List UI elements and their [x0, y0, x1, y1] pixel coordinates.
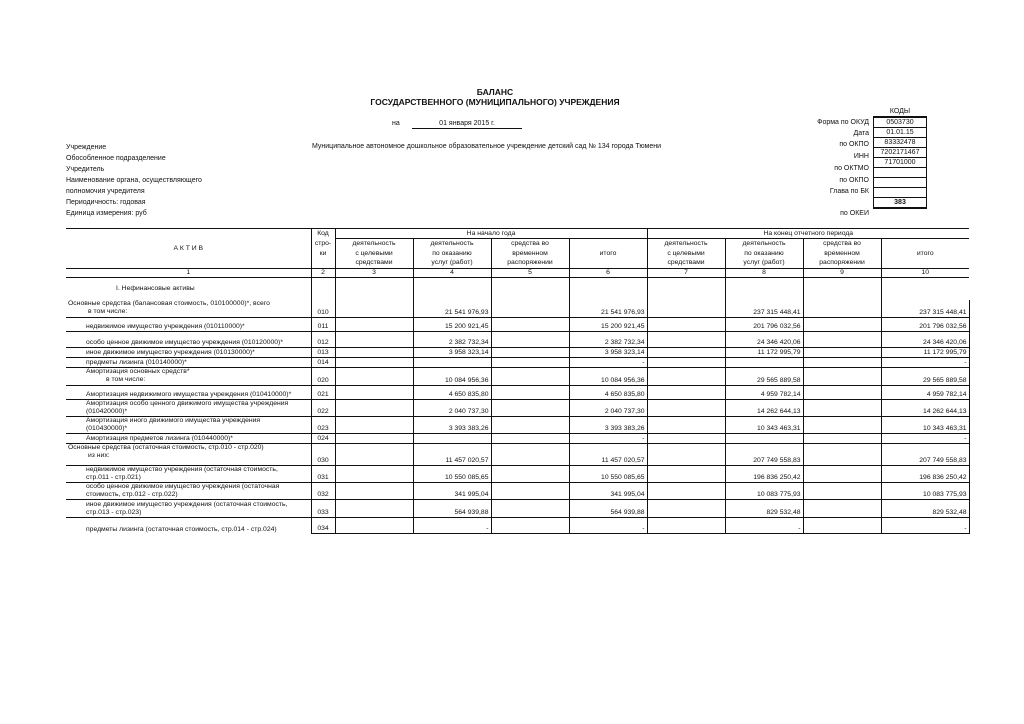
- row-label: недвижимое имущество учреждения (010110000)*: [66, 318, 311, 332]
- row-label: Амортизация особо ценного движимого имущества учреждения (010420000)*: [66, 400, 311, 417]
- cell-c8: [725, 358, 803, 368]
- balance-table: [66, 228, 970, 534]
- cell-c9: [803, 417, 881, 434]
- row-label: иное движимое имущество учреждения (остаточная стоимость, стр.013 - стр.023): [66, 500, 311, 518]
- cell-c7: [647, 417, 725, 434]
- cell-c7: [647, 368, 725, 386]
- column-number-4: 4: [413, 269, 491, 278]
- row-label: Амортизация недвижимого имущества учреждения (010410000)*: [66, 386, 311, 400]
- cell-c3: [335, 386, 413, 400]
- cell-c8: -: [725, 518, 803, 534]
- cell-c6: -: [569, 434, 647, 444]
- cell-c8: 11 172 995,79: [725, 348, 803, 358]
- table-row: [66, 368, 969, 386]
- cell-c4: 341 995,04: [413, 483, 491, 500]
- cell-c8: 201 796 032,56: [725, 318, 803, 332]
- table-row: [66, 386, 969, 400]
- table-row: [66, 417, 969, 434]
- cell-c4: -: [413, 518, 491, 534]
- cell-c6: 2 382 732,34: [569, 332, 647, 348]
- section-title: I. Нефинансовые активы: [116, 284, 195, 292]
- balance-table-body: [66, 278, 969, 534]
- cell-c3: [335, 368, 413, 386]
- col-target-3: средствами: [335, 259, 413, 269]
- authority-label-2: полномочия учредителя: [66, 188, 145, 195]
- row-code: 012: [311, 332, 335, 348]
- table-row: [66, 518, 969, 534]
- periodicity-label: Периодичность: годовая: [66, 199, 146, 206]
- cell-c4: 2 382 732,34: [413, 332, 491, 348]
- row-code: 023: [311, 417, 335, 434]
- cell-c10: 11 172 995,79: [881, 348, 969, 358]
- cell-c3: [335, 400, 413, 417]
- cell-c6: 15 200 921,45: [569, 318, 647, 332]
- cell-c10: -: [881, 358, 969, 368]
- cell-c3: [335, 348, 413, 358]
- col-target-1: деятельность: [335, 239, 413, 249]
- row-label: недвижимое имущество учреждения (остаточная стоимость, стр.011 - стр.021): [66, 466, 311, 483]
- cell-c5: [491, 417, 569, 434]
- code-okei: 383: [874, 198, 927, 209]
- col-temp-1b: средства во: [803, 239, 881, 249]
- table-row: [66, 434, 969, 444]
- code-okpo2: [874, 168, 927, 178]
- cell-c8: 237 315 448,41: [725, 300, 803, 318]
- cell-c7: [647, 318, 725, 332]
- code-header-1: Код: [311, 229, 335, 239]
- bk-label: Глава по БК: [829, 188, 869, 195]
- cell-c8: 14 262 644,13: [725, 400, 803, 417]
- cell-c3: [335, 466, 413, 483]
- cell-c5: [491, 518, 569, 534]
- cell-c5: [491, 444, 569, 466]
- column-number-5: 5: [491, 269, 569, 278]
- cell-c6: 3 958 323,14: [569, 348, 647, 358]
- code-header-2: стро-: [311, 239, 335, 249]
- table-row: [66, 400, 969, 417]
- division-label: Обособленное подразделение: [66, 155, 166, 162]
- cell-c8: 4 959 782,14: [725, 386, 803, 400]
- cell-c7: [647, 386, 725, 400]
- cell-c5: [491, 466, 569, 483]
- cell-c4: 11 457 020,57: [413, 444, 491, 466]
- row-code: 010: [311, 300, 335, 318]
- cell-c10: 207 749 558,83: [881, 444, 969, 466]
- cell-c8: 29 565 889,58: [725, 368, 803, 386]
- report-date: 01 января 2015 г.: [412, 120, 522, 129]
- section-row: [66, 278, 969, 300]
- col-services-2b: по оказанию: [725, 249, 803, 259]
- col-total-start: итого: [569, 239, 647, 269]
- row-code: 024: [311, 434, 335, 444]
- title-line-2: ГОСУДАРСТВЕННОГО (МУНИЦИПАЛЬНОГО) УЧРЕЖДЕНИЯ: [370, 97, 620, 107]
- cell-c4: 2 040 737,30: [413, 400, 491, 417]
- column-number-3: 3: [335, 269, 413, 278]
- okpo-label: по ОКПО: [839, 141, 869, 148]
- cell-c7: [647, 466, 725, 483]
- cell-c9: [803, 386, 881, 400]
- okpo2-label: по ОКПО: [839, 177, 869, 184]
- cell-c4: 564 939,88: [413, 500, 491, 518]
- okud-label: Форма по ОКУД: [817, 119, 869, 126]
- table-row: [66, 483, 969, 500]
- column-number-row: [66, 269, 969, 278]
- cell-c9: [803, 348, 881, 358]
- table-row: [66, 444, 969, 466]
- cell-c5: [491, 386, 569, 400]
- table-row: [66, 332, 969, 348]
- row-code: 011: [311, 318, 335, 332]
- codes-header: КОДЫ: [874, 107, 927, 117]
- row-label: Амортизация основных средств* в том числе:: [66, 368, 311, 386]
- cell-c6: 564 939,88: [569, 500, 647, 518]
- cell-c7: [647, 300, 725, 318]
- cell-c6: 3 393 383,26: [569, 417, 647, 434]
- date-label: Дата: [853, 130, 869, 137]
- cell-c5: [491, 332, 569, 348]
- column-number-8: 8: [725, 269, 803, 278]
- code-inn: 7202171467: [874, 148, 927, 158]
- col-services-1: деятельность: [413, 239, 491, 249]
- col-temp-1: средства во: [491, 239, 569, 249]
- cell-c9: [803, 400, 881, 417]
- cell-c6: -: [569, 358, 647, 368]
- code-empty: [874, 188, 927, 198]
- cell-c5: [491, 434, 569, 444]
- cell-c9: [803, 332, 881, 348]
- col-target-2b: с целевыми: [647, 249, 725, 259]
- unit-label: Единица измерения: руб: [66, 210, 147, 217]
- cell-c3: [335, 500, 413, 518]
- cell-c7: [647, 483, 725, 500]
- cell-c5: [491, 368, 569, 386]
- row-code: 033: [311, 500, 335, 518]
- row-code: 020: [311, 368, 335, 386]
- cell-c9: [803, 444, 881, 466]
- cell-c5: [491, 483, 569, 500]
- cell-c4: 21 541 976,93: [413, 300, 491, 318]
- cell-c9: [803, 368, 881, 386]
- cell-c10: 829 532,48: [881, 500, 969, 518]
- cell-c5: [491, 300, 569, 318]
- cell-c5: [491, 400, 569, 417]
- cell-c3: [335, 444, 413, 466]
- cell-c5: [491, 358, 569, 368]
- cell-c7: [647, 332, 725, 348]
- row-code: 030: [311, 444, 335, 466]
- cell-c10: 201 796 032,56: [881, 318, 969, 332]
- row-code: 021: [311, 386, 335, 400]
- asset-header: А К Т И В: [66, 229, 311, 269]
- cell-c10: 237 315 448,41: [881, 300, 969, 318]
- cell-c6: 10 084 956,36: [569, 368, 647, 386]
- title-line-1: БАЛАНС: [476, 87, 514, 97]
- row-label: Амортизация предметов лизинга (010440000)*: [66, 434, 311, 444]
- end-period-header: На конец отчетного периода: [647, 229, 969, 239]
- cell-c4: 3 958 323,14: [413, 348, 491, 358]
- cell-c10: 14 262 644,13: [881, 400, 969, 417]
- row-label: Амортизация иного движимого имущества учреждения (010430000)*: [66, 417, 311, 434]
- col-target-1b: деятельность: [647, 239, 725, 249]
- oktmo-label: по ОКТМО: [834, 165, 869, 172]
- cell-c4: 15 200 921,45: [413, 318, 491, 332]
- cell-c8: [725, 434, 803, 444]
- col-services-1b: деятельность: [725, 239, 803, 249]
- table-row: [66, 348, 969, 358]
- cell-c8: 196 836 250,42: [725, 466, 803, 483]
- row-code: 022: [311, 400, 335, 417]
- table-row: [66, 466, 969, 483]
- cell-c7: [647, 518, 725, 534]
- code-bk: [874, 178, 927, 188]
- cell-c10: 4 959 782,14: [881, 386, 969, 400]
- cell-c8: 24 346 420,06: [725, 332, 803, 348]
- cell-c7: [647, 500, 725, 518]
- col-temp-3: распоряжении: [491, 259, 569, 269]
- cell-c4: 10 550 085,65: [413, 466, 491, 483]
- cell-c5: [491, 500, 569, 518]
- cell-c5: [491, 318, 569, 332]
- code-header-3: ки: [311, 249, 335, 259]
- founder-label: Учредитель: [66, 166, 105, 173]
- document-title: [330, 87, 660, 107]
- cell-c9: [803, 518, 881, 534]
- col-services-3b: услуг (работ): [725, 259, 803, 269]
- col-services-2: по оказанию: [413, 249, 491, 259]
- table-row: [66, 500, 969, 518]
- col-target-2: с целевыми: [335, 249, 413, 259]
- col-temp-2: временном: [491, 249, 569, 259]
- cell-c6: 4 650 835,80: [569, 386, 647, 400]
- row-code: 034: [311, 518, 335, 534]
- cell-c10: -: [881, 434, 969, 444]
- col-total-end: итого: [881, 239, 969, 269]
- cell-c9: [803, 500, 881, 518]
- cell-c8: 207 749 558,83: [725, 444, 803, 466]
- codes-table: [873, 107, 927, 209]
- column-number-10: 10: [881, 269, 969, 278]
- cell-c9: [803, 466, 881, 483]
- authority-label-1: Наименование органа, осуществляющего: [66, 177, 202, 184]
- cell-c10: 10 343 463,31: [881, 417, 969, 434]
- cell-c9: [803, 318, 881, 332]
- cell-c6: 11 457 020,57: [569, 444, 647, 466]
- row-label: иное движимое имущество учреждения (010130000)*: [66, 348, 311, 358]
- cell-c3: [335, 518, 413, 534]
- cell-c7: [647, 358, 725, 368]
- column-number-9: 9: [803, 269, 881, 278]
- column-number-7: 7: [647, 269, 725, 278]
- cell-c7: [647, 444, 725, 466]
- cell-c7: [647, 400, 725, 417]
- cell-c5: [491, 348, 569, 358]
- row-label: Основные средства (остаточная стоимость, стр.010 - стр.020) из них:: [66, 444, 311, 466]
- cell-c10: 29 565 889,58: [881, 368, 969, 386]
- table-row: [66, 300, 969, 318]
- cell-c3: [335, 318, 413, 332]
- cell-c7: [647, 434, 725, 444]
- col-temp-3b: распоряжении: [803, 259, 881, 269]
- cell-c6: 10 550 085,65: [569, 466, 647, 483]
- cell-c3: [335, 483, 413, 500]
- row-label: особо ценное движимое имущество учреждения (010120000)*: [66, 332, 311, 348]
- col-temp-2b: временном: [803, 249, 881, 259]
- cell-c9: [803, 358, 881, 368]
- on-label: на: [392, 120, 400, 127]
- cell-c7: [647, 348, 725, 358]
- inn-label: ИНН: [853, 153, 869, 160]
- cell-c6: -: [569, 518, 647, 534]
- row-code: 032: [311, 483, 335, 500]
- row-code: 013: [311, 348, 335, 358]
- column-number-1: 1: [66, 269, 311, 278]
- cell-c8: 829 532,48: [725, 500, 803, 518]
- column-number-2: 2: [311, 269, 335, 278]
- cell-c9: [803, 434, 881, 444]
- cell-c4: 3 393 383,26: [413, 417, 491, 434]
- cell-c10: 10 083 775,93: [881, 483, 969, 500]
- table-row: [66, 358, 969, 368]
- cell-c3: [335, 300, 413, 318]
- row-label: предметы лизинга (010140000)*: [66, 358, 311, 368]
- institution-name: Муниципальное автономное дошкольное образовательное учреждение детский сад № 134 города Тюмени: [312, 143, 661, 150]
- cell-c4: [413, 434, 491, 444]
- table-row: [66, 318, 969, 332]
- row-code: 014: [311, 358, 335, 368]
- cell-c9: [803, 300, 881, 318]
- cell-c4: 4 650 835,80: [413, 386, 491, 400]
- cell-c10: -: [881, 518, 969, 534]
- cell-c8: 10 343 463,31: [725, 417, 803, 434]
- start-period-header: На начало года: [335, 229, 647, 239]
- cell-c6: 2 040 737,30: [569, 400, 647, 417]
- row-label: особо ценное движимое имущество учреждения (остаточная стоимость, стр.012 - стр.022): [66, 483, 311, 500]
- cell-c3: [335, 417, 413, 434]
- code-oktmo: 71701000: [874, 158, 927, 168]
- cell-c3: [335, 332, 413, 348]
- institution-label: Учреждение: [66, 144, 107, 151]
- code-okpo: 83332478: [874, 138, 927, 148]
- cell-c6: 341 995,04: [569, 483, 647, 500]
- col-target-3b: средствами: [647, 259, 725, 269]
- column-number-6: 6: [569, 269, 647, 278]
- code-okud: 0503730: [874, 117, 927, 128]
- okei-label: по ОКЕИ: [840, 210, 869, 217]
- row-label: предметы лизинга (остаточная стоимость, стр.014 - стр.024): [86, 525, 277, 533]
- cell-c3: [335, 358, 413, 368]
- row-code: 031: [311, 466, 335, 483]
- cell-c4: [413, 358, 491, 368]
- code-date: 01.01.15: [874, 128, 927, 138]
- cell-c10: 24 346 420,06: [881, 332, 969, 348]
- cell-c10: 196 836 250,42: [881, 466, 969, 483]
- row-label: Основные средства (балансовая стоимость, 010100000)*, всего в том числе:: [66, 300, 311, 318]
- cell-c3: [335, 434, 413, 444]
- col-services-3: услуг (работ): [413, 259, 491, 269]
- cell-c9: [803, 483, 881, 500]
- cell-c8: 10 083 775,93: [725, 483, 803, 500]
- cell-c4: 10 084 956,36: [413, 368, 491, 386]
- cell-c6: 21 541 976,93: [569, 300, 647, 318]
